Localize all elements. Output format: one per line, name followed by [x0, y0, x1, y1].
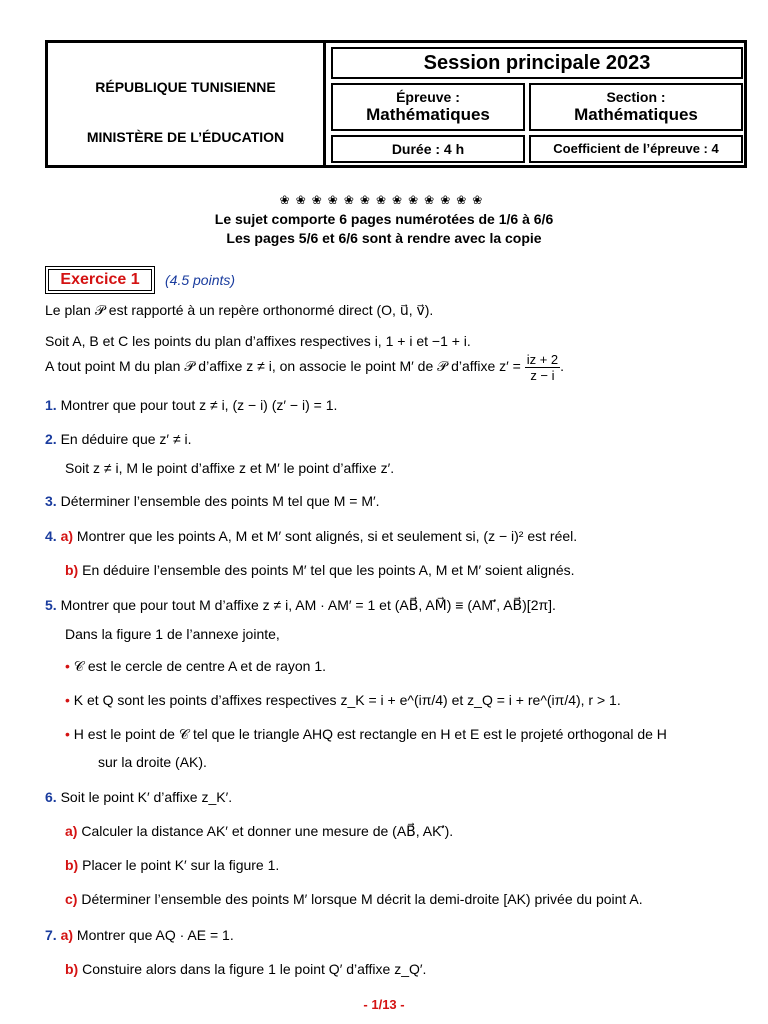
section-value: Mathématiques	[574, 105, 698, 124]
question-text: Montrer que AQ · AE = 1.	[76, 927, 234, 943]
question-2-continued: Soit z ≠ i, M le point d’affixe z et M′ le point d’affixe z′.	[65, 460, 395, 476]
bullet-text: K et Q sont les points d’affixes respectives z_K = i + e^(iπ/4) et z_Q = i + re^(iπ/4), r > 1.	[73, 692, 621, 708]
question-number: 3.	[45, 493, 57, 509]
question-number: 4.	[45, 528, 57, 544]
question-6c	[65, 891, 643, 907]
epreuve-label: Épreuve :	[396, 89, 460, 105]
exam-header	[45, 40, 747, 168]
question-text: Constuire alors dans la figure 1 le point Q′ d’affixe z_Q′.	[82, 961, 427, 977]
ministry-name: MINISTÈRE DE L’ÉDUCATION	[86, 129, 285, 145]
question-5	[45, 597, 556, 614]
question-2	[45, 431, 192, 447]
section-label: Section :	[606, 89, 666, 105]
question-5-continued: Dans la figure 1 de l’annexe jointe,	[65, 626, 280, 642]
sub-question-label: b)	[65, 857, 79, 873]
sub-question-label: a)	[65, 823, 78, 839]
sub-question-label: b)	[65, 562, 79, 578]
epreuve-value: Mathématiques	[366, 105, 490, 124]
question-text: Montrer que les points A, M et M′ sont alignés, si et seulement si, (z − i)² est réel.	[76, 528, 578, 544]
flower-ornament: ❀❀❀❀❀❀❀❀❀❀❀❀❀	[279, 193, 489, 207]
question-text: Calculer la distance AK′ et donner une mesure de (AB⃗, AK′⃗).	[81, 823, 454, 839]
bullet-text: 𝒞 est le cercle de centre A et de rayon 1.	[73, 658, 327, 674]
bullet-mark: •	[65, 658, 70, 674]
statement-line-3	[45, 352, 564, 383]
page-number: - 1/13 -	[363, 997, 405, 1012]
question-number: 5.	[45, 597, 57, 613]
question-number: 7.	[45, 927, 57, 943]
question-text: Placer le point K′ sur la figure 1.	[82, 857, 280, 873]
institution-block	[48, 43, 326, 165]
question-number: 1.	[45, 397, 57, 413]
coefficient: Coefficient de l’épreuve : 4	[529, 135, 743, 163]
question-7a	[45, 927, 234, 943]
statement-line-1: Le plan 𝒫 est rapporté à un repère orthonormé direct (O, u⃗, v⃗).	[45, 302, 434, 318]
sub-question-label: a)	[60, 927, 74, 943]
question-6b	[65, 857, 279, 873]
question-text: Déterminer l’ensemble des points M′ lorsque M décrit la demi-droite [AK) privée du point A.	[81, 891, 643, 907]
question-text: En déduire que z′ ≠ i.	[60, 431, 192, 447]
question-text: Montrer que pour tout M d’affixe z ≠ i, AM · AM′ = 1 et (AB⃗, AM⃗) ≡ (AM′⃗, AB⃗)[2π].	[60, 597, 556, 613]
bullet-mark: •	[65, 726, 70, 742]
bullet-2	[65, 692, 621, 708]
question-number: 2.	[45, 431, 57, 447]
duration: Durée : 4 h	[331, 135, 525, 163]
question-text: Déterminer l’ensemble des points M tel que M = M′.	[60, 493, 380, 509]
question-text: Soit le point K′ d’affixe z_K′.	[60, 789, 233, 805]
statement-line-3-end: .	[560, 358, 565, 375]
fraction	[525, 352, 560, 383]
bullet-1	[65, 658, 326, 675]
question-3	[45, 493, 380, 509]
bullet-3-continued: sur la droite (AK).	[98, 754, 207, 770]
question-4b	[65, 562, 575, 578]
bullet-3	[65, 726, 667, 743]
session-title: Session principale 2023	[331, 47, 743, 79]
epreuve-cell	[331, 83, 525, 131]
country-name: RÉPUBLIQUE TUNISIENNE	[95, 79, 276, 95]
statement-line-3-text: A tout point M du plan 𝒫 d’affixe z ≠ i, on associe le point M′ de 𝒫 d’affixe z′ =	[45, 358, 521, 375]
intro-line-2: Les pages 5/6 et 6/6 sont à rendre avec la copie	[226, 230, 542, 246]
intro-line-1: Le sujet comporte 6 pages numérotées de 1/6 à 6/6	[214, 211, 554, 227]
statement-line-2: Soit A, B et C les points du plan d’affixes respectives i, 1 + i et −1 + i.	[45, 333, 471, 349]
question-text: Montrer que pour tout z ≠ i, (z − i) (z′ − i) = 1.	[60, 397, 338, 413]
question-4a	[45, 528, 577, 544]
question-6a	[65, 823, 453, 840]
exercise-points: (4.5 points)	[165, 272, 236, 288]
fraction-numerator: iz + 2	[526, 352, 559, 367]
bullet-mark: •	[65, 692, 70, 708]
sub-question-label: a)	[60, 528, 74, 544]
section-cell	[529, 83, 743, 131]
question-7b	[65, 961, 426, 977]
exercise-title-box	[45, 266, 155, 294]
question-1	[45, 397, 337, 413]
bullet-text: H est le point de 𝒞 tel que le triangle AHQ est rectangle en H et E est le projeté orthogonal de H	[73, 726, 667, 742]
question-number: 6.	[45, 789, 57, 805]
fraction-denominator: z − i	[530, 368, 555, 383]
sub-question-label: c)	[65, 891, 78, 907]
question-6	[45, 789, 232, 805]
question-text: En déduire l’ensemble des points M′ tel que les points A, M et M′ soient alignés.	[82, 562, 575, 578]
exercise-title: Exercice 1	[48, 269, 152, 291]
sub-question-label: b)	[65, 961, 79, 977]
